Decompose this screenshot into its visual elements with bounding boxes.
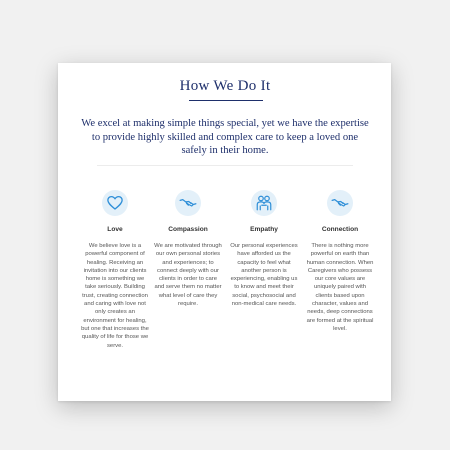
feature-label: Compassion	[168, 226, 208, 233]
feature-label: Empathy	[250, 226, 278, 233]
intro-text: We excel at making simple things special, yet we have the expertise to provide highly skilled and complex care to keep a loved one safely in their home.	[81, 118, 369, 156]
feature-connection	[306, 190, 374, 333]
section-divider	[97, 165, 353, 166]
feature-description: There is nothing more powerful on earth than human connection. When Caregivers who possess our core values are uniquely paired with clients based upon character, values and needs, deep connections are formed at the spiritual level.	[306, 243, 374, 332]
people-icon	[251, 190, 277, 216]
feature-label: Love	[107, 226, 123, 233]
section-title: How We Do It	[179, 78, 271, 94]
feature-label: Connection	[321, 226, 359, 233]
feature-empathy	[230, 190, 298, 308]
feature-compassion	[154, 190, 222, 308]
feature-love	[81, 190, 149, 350]
title-underline	[189, 100, 263, 101]
handshake-icon	[327, 190, 353, 216]
feature-description: We believe love is a powerful component of healing. Receiving an invitation into our clients home is something we take seriously. Building trust, creating connection and caring with love not only creates an environment for healing, but one that increases the quality of life for those we serve.	[81, 243, 149, 349]
feature-description: Our personal experiences have afforded us the capacity to feel what another person is experiencing, enabling us to know and meet their social, psychosocial and non-medical care needs.	[230, 243, 298, 308]
feature-description: We are motivated through our own personal stories and experiences; to connect deeply with our clients in order to care and serve them no matter what level of care they require.	[154, 243, 222, 308]
heart-icon	[102, 190, 128, 216]
handshake-icon	[175, 190, 201, 216]
